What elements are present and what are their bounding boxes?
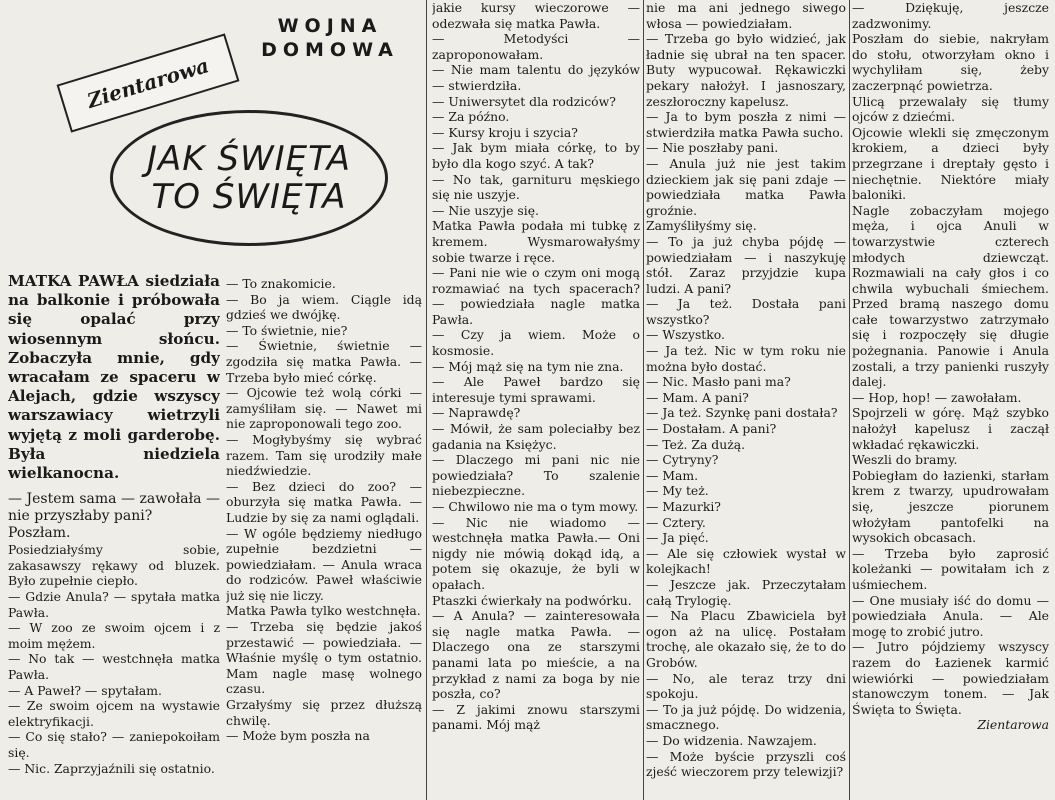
column-divider (849, 0, 850, 800)
text-column-2 (226, 0, 422, 800)
paragraph: — Ja pięć. (646, 530, 709, 546)
paragraph: — Pani nie wie o czym oni mogą rozmawiać na tych spacerach? — powiedziała nagle matka Pawła. (432, 265, 640, 327)
paragraph: Poszłam. (8, 525, 71, 542)
paragraph: Ptaszki ćwierkały na podwórku. (432, 592, 632, 608)
paragraph: — Ja też. Dostała pani wszystko? (646, 296, 846, 327)
paragraph: jakie kursy wieczorowe — odezwała się matka Pawła. (432, 0, 640, 31)
paragraph: — Jak bym miała córkę, to by było dla kogo szyć. A tak? (432, 140, 640, 171)
paragraph: — Uniwersytet dla rodziców? (432, 93, 616, 109)
paragraph: — A Paweł? — spytałam. (8, 682, 162, 698)
paragraph: — Trzeba go było widzieć, jak ładnie się ubrał na ten spacer. Buty wypucował. Rękawiczki pekary nałożył. I jasnoszary, zeszłoroczny kapelusz. (646, 31, 846, 109)
paragraph: — No tak, garnituru męskiego się nie uszyje. (432, 171, 640, 203)
paragraph: — Cytryny? (646, 452, 719, 468)
column-divider (426, 0, 427, 800)
paragraph: — Ale się człowiek wystał w kolejkach! (646, 545, 846, 577)
paragraph: — Mój mąż się na tym nie zna. (432, 358, 624, 374)
paragraph: — One musiały iść do domu — powiedziała Anula. — Ale mogę to zrobić jutro. (852, 592, 1049, 639)
paragraph: — Co się stało? — zaniepokoiłam się. (8, 729, 220, 760)
paragraph: — Naprawdę? (432, 405, 521, 421)
paragraph: — Ja to bym poszła z nimi — stwierdziła matka Pawła sucho. (646, 109, 846, 140)
paragraph: — No, ale teraz trzy dni spokoju. (646, 670, 846, 702)
paragraph: — Mazurki? (646, 499, 721, 514)
paragraph: Nagle zobaczyłam mojego męża, i ojca Anuli w towarzystwie czterech młodych dziewcząt. Rozmawiali na cały głos i co chwila wybuchali śmiechem. Przed bramą naszego domu całe towarzystwo zatrzymało się i rozpoczęły się długie pożegnania. Panowie i Anula zostali, a trzy panienki ruszyły dalej. (852, 202, 1049, 390)
paragraph: — Nic. Zaprzyjaźnili się ostatnio. (8, 760, 215, 776)
paragraph: — Może byście przyszli coś zjeść wieczorem przy telewizji? (646, 748, 846, 780)
paragraph: — Do widzenia. Nawzajem. (646, 732, 817, 748)
paragraph: — A Anula? — zainteresowała się nagle matka Pawła. — Dlaczego ona ze starszymi panami lata po mieście, a na przykład z nami za boga by nie poszła, co? (432, 608, 640, 702)
paragraph: — Ojcowie też wolą córki — zamyśliłam się. — Nawet mi nie zaproponowali tego zoo. (226, 385, 422, 432)
paragraph: — Jeszcze jak. Przeczytałam całą Trylogię. (646, 576, 846, 608)
paragraph: Posiedziałyśmy sobie, zakasawszy rękawy od bluzek. Było zupełnie ciepło. (8, 542, 220, 589)
author-signature: Zientarowa (977, 717, 1049, 733)
paragraph: — Mam. (646, 467, 699, 483)
paragraph: — Cztery. (646, 514, 706, 530)
paragraph: — Z jakimi znowu starszymi panami. Mój mąż (432, 701, 640, 733)
title-line-1: JAK ŚWIĘTA (146, 139, 351, 179)
paragraph: Spojrzeli w górę. Mąż szybko nałożył kapelusz i zaczął wkładać rękawiczki. (852, 405, 1049, 452)
paragraph: — Ale Paweł bardzo się interesuje tymi sprawami. (432, 374, 640, 405)
paragraph: — Ja też. Szynkę pani dostała? (646, 405, 838, 421)
paragraph: — Też. Za dużą. (646, 436, 746, 452)
paragraph: — No tak — westchnęła matka Pawła. (8, 651, 220, 682)
paragraph: — Dziękuję, jeszcze zadzwonimy. (852, 0, 1049, 31)
paragraph: — W zoo ze swoim ojcem i z moim mężem. (8, 620, 220, 651)
paragraph: Ulicą przewalały się tłumy ojców z dziećmi. (852, 93, 1049, 125)
paragraph: Ojcowie wlekli się zmęczonym krokiem, a dzieci były przegrzane i dreptały gęsto i niechętnie. Niektóre miały baloniki. (852, 124, 1049, 203)
paragraph: — Nie mam talentu do języków — stwierdziła. (432, 62, 640, 93)
paragraph: — Gdzie Anula? — spytała matka Pawła. (8, 589, 220, 620)
paragraph: — Mówił, że sam poleciałby bez gadania na Księżyc. (432, 421, 640, 452)
paragraph: Grzałyśmy się przez dłuższą chwilę. (226, 697, 422, 728)
paragraph: — Jutro pójdziemy wszyscy razem do Łazienek karmić wiewiórki — powiedziałam stanowczym tonem. — Jak Święta to Święta. (852, 639, 1049, 717)
column-divider (643, 0, 644, 800)
paragraph: — Mam. A pani? (646, 389, 749, 405)
text-column-1 (8, 0, 220, 800)
paragraph: Zamyśliłyśmy się. (646, 218, 757, 234)
paragraph: — Trzeba się będzie jakoś przestawić — powiedziała. — Właśnie myślę o tym ostatnio. Mam nagle masę wolnego czasu. (226, 619, 422, 697)
paragraph: — Za późno. (432, 109, 510, 125)
paragraph: — Ja też. Nic w tym roku nie można było dostać. (646, 343, 846, 374)
paragraph: Poszłam do siebie, nakryłam do stołu, otworzyłam okno i wychyliłam się, żeby zaczerpnąć powietrza. (852, 31, 1049, 93)
series-title: WOJNA DOMOWA (261, 15, 399, 61)
paragraph: — Nie poszłaby pani. (646, 140, 779, 156)
paragraph: — Dlaczego mi pani nic nie powiedziała? To szalenie niebezpieczne. (432, 452, 640, 499)
author-banner: Zientarowa (57, 33, 240, 132)
paragraph: Weszli do bramy. (852, 452, 958, 468)
paragraph: — My też. (646, 483, 709, 499)
paragraph: — Na Placu Zbawiciela był ogon aż na ulicę. Postałam trochę, ale okazało się, że to do Grobów. (646, 608, 846, 670)
paragraph: — To ja już pójdę. Do widzenia, smacznego. (646, 701, 846, 733)
paragraph: — Nie uszyje się. (432, 202, 539, 218)
paragraph: — Bo ja wiem. Ciągle idą gdzieś we dwójkę. (226, 291, 422, 323)
paragraph: — Metodyści — zaproponowałam. (432, 31, 640, 62)
paragraph: — Może bym poszła na (226, 728, 370, 744)
paragraph: — Kursy kroju i szycia? (432, 124, 578, 140)
paragraph: Matka Pawła tylko westchnęła. (226, 603, 421, 619)
paragraph: — Nic nie wiadomo — westchnęła matka Pawła.— Oni nigdy nie mówią dokąd idą, a potem się okazuje, że byli w opałach. (432, 514, 640, 592)
paragraph: nie ma ani jednego siwego włosa — powiedziałam. (646, 0, 846, 31)
paragraph: — Chwilowo nie ma o tym mowy. (432, 499, 639, 514)
text-column-3 (432, 0, 640, 800)
paragraph: — To znakomicie. (226, 276, 336, 291)
paragraph: — To świetnie, nie? (226, 322, 348, 338)
lead-paragraph: MATKA PAWŁA siedziała na balkonie i próbowała się opalać przy wiosennym słońcu. Zobaczyła mnie, gdy wracałam ze spaceru w Alejach, gdzie wszyscy warszawiacy wietrzyli wyjętą z moli garderobę. Była niedziela wielkanocna. (8, 272, 220, 483)
paragraph: — Mogłybyśmy się wybrać razem. Tam się urodziły małe niedźwiedzie. (226, 431, 422, 479)
paragraph: — Dostałam. A pani? (646, 421, 777, 437)
paragraph: — To ja już chyba pójdę — powiedziałam — i naszykuję stół. Zaraz przyjdzie kupa ludzi. A pani? (646, 233, 846, 296)
paragraph: — Jestem sama — zawołała — nie przyszłaby pani? (8, 491, 220, 525)
paragraph: — Trzeba było zaprosić koleżanki — powitałam ich z uśmiechem. (852, 545, 1049, 592)
paragraph: Pobiegłam do łazienki, starłam krem z twarzy, upudrowałam się, jeszcze piorunem włożyłam pantofelki na wysokich obcasach. (852, 467, 1049, 546)
title-line-2: TO ŚWIĘTA (151, 177, 347, 217)
paragraph: Matka Pawła podała mi tubkę z kremem. Wysmarowałyśmy sobie twarze i ręce. (432, 218, 640, 265)
paragraph: — Anula już nie jest takim dzieckiem jak się pani zdaje — powiedziała matka Pawła groźnie. (646, 155, 846, 218)
paragraph: — Ze swoim ojcem na wystawie elektryfikacji. (8, 698, 220, 729)
paragraph: — Świetnie, świetnie — zgodziła się matka Pawła. — Trzeba było mieć córkę. (226, 338, 422, 385)
paragraph: — W ogóle będziemy niedługo zupełnie bezdzietni — powiedziałam. — Anula wraca do rodziców. Paweł właściwie już się nie liczy. (226, 525, 422, 603)
paragraph: — Czy ja wiem. Może o kosmosie. (432, 327, 640, 359)
text-column-4 (646, 0, 846, 800)
paragraph: — Wszystko. (646, 327, 725, 343)
text-column-5 (852, 0, 1049, 800)
paragraph: — Hop, hop! — zawołałam. (852, 389, 1022, 405)
paragraph: — Bez dzieci do zoo? — oburzyła się matka Pawła. — Ludzie by się za nami oglądali. (226, 478, 422, 525)
paragraph: — Nic. Masło pani ma? (646, 374, 791, 390)
